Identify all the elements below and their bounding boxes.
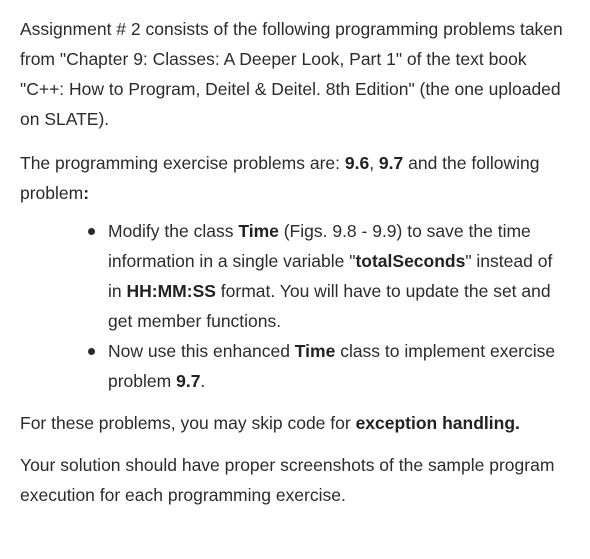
- exercise-colon: :: [83, 183, 90, 203]
- bullet-text: Modify the class: [108, 221, 239, 241]
- screenshot-note-text: Your solution should have proper screenshots of the sample program execution for each programming exercise.: [20, 455, 555, 505]
- intro-paragraph: [20, 14, 570, 134]
- problem-number-9-6: 9.6: [344, 153, 370, 173]
- problem-number-9-7: 9.7: [378, 153, 404, 173]
- exercise-prefix: The programming exercise problems are:: [20, 153, 345, 173]
- class-name-time: Time: [294, 341, 336, 361]
- class-name-time: Time: [238, 221, 279, 241]
- time-format: HH:MM:SS: [126, 281, 216, 301]
- bullet-text: class to implement exercise problem: [108, 341, 556, 391]
- screenshot-note-paragraph: [20, 450, 570, 510]
- bullet-dot-icon: [88, 348, 95, 355]
- exercise-middle: and the following problem: [20, 153, 540, 203]
- bullet-text: (Figs. 9.8 - 9.9) to save the time information in a single variable ": [108, 221, 531, 271]
- list-item: [108, 336, 570, 396]
- requirements-list: [20, 216, 570, 396]
- bullet-dot-icon: [88, 228, 95, 235]
- bullet-text: Now use this enhanced: [108, 341, 295, 361]
- bullet-text: format. You will have to update the set and get member functions.: [108, 281, 551, 331]
- variable-total-seconds: totalSeconds: [355, 251, 466, 271]
- exercise-list-paragraph: [20, 148, 570, 208]
- exercise-separator: ,: [369, 153, 379, 173]
- bullet-text: " instead of in: [108, 251, 553, 301]
- exception-note-paragraph: [20, 408, 570, 438]
- list-item: [108, 216, 570, 336]
- intro-text: Assignment # 2 consists of the following programming problems taken from "Chapter 9: Classes: A Deeper Look, Part 1" of the text book "C++: How to Program, Deitel & Deitel. 8th Edition" (the one uploaded on SLATE).: [20, 19, 563, 129]
- problem-number-9-7: 9.7: [176, 371, 201, 391]
- bullet-text: .: [200, 371, 206, 391]
- exception-prefix: For these problems, you may skip code for: [20, 413, 356, 433]
- exception-handling-text: exception handling.: [355, 413, 520, 433]
